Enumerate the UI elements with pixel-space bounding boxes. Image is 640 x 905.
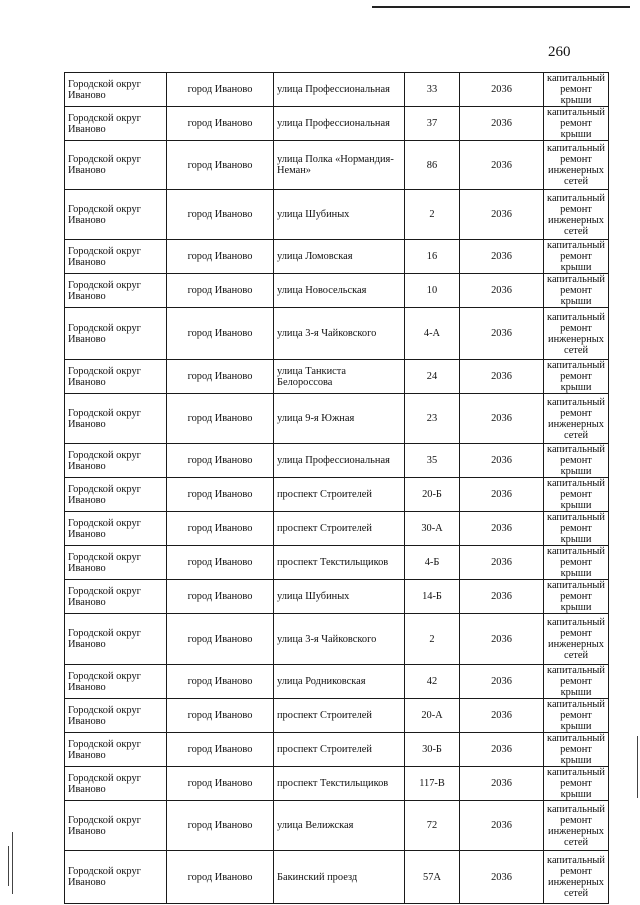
- work-type-cell: капитальный ремонт крыши: [544, 274, 609, 308]
- house-number-cell: 37: [405, 107, 460, 141]
- year-cell: 2036: [460, 580, 544, 614]
- street-cell: улица Велижская: [274, 801, 405, 851]
- city-cell: город Иваново: [167, 141, 274, 190]
- street-cell: Бакинский проезд: [274, 851, 405, 904]
- year-cell: 2036: [460, 360, 544, 394]
- table-row: [65, 614, 609, 665]
- street-cell: улица Профессиональная: [274, 444, 405, 478]
- house-number-cell: 2: [405, 190, 460, 240]
- year-cell: 2036: [460, 478, 544, 512]
- house-number-cell: 4-Б: [405, 546, 460, 580]
- table-row: [65, 107, 609, 141]
- street-cell: проспект Строителей: [274, 699, 405, 733]
- year-cell: 2036: [460, 73, 544, 107]
- work-type-cell: капитальный ремонт крыши: [544, 546, 609, 580]
- district-cell: Городской округ Иваново: [65, 478, 167, 512]
- year-cell: 2036: [460, 444, 544, 478]
- district-cell: Городской округ Иваново: [65, 190, 167, 240]
- year-cell: 2036: [460, 394, 544, 444]
- year-cell: 2036: [460, 614, 544, 665]
- house-number-cell: 10: [405, 274, 460, 308]
- table-row: [65, 665, 609, 699]
- table-row: [65, 580, 609, 614]
- top-rule: [372, 6, 630, 8]
- house-number-cell: 72: [405, 801, 460, 851]
- work-type-cell: капитальный ремонт крыши: [544, 73, 609, 107]
- year-cell: 2036: [460, 141, 544, 190]
- table-row: [65, 141, 609, 190]
- table-row: [65, 478, 609, 512]
- work-type-cell: капитальный ремонт инженерных сетей: [544, 851, 609, 904]
- city-cell: город Иваново: [167, 360, 274, 394]
- district-cell: Городской округ Иваново: [65, 851, 167, 904]
- table-row: [65, 546, 609, 580]
- district-cell: Городской округ Иваново: [65, 360, 167, 394]
- street-cell: улица 9-я Южная: [274, 394, 405, 444]
- house-number-cell: 35: [405, 444, 460, 478]
- year-cell: 2036: [460, 274, 544, 308]
- city-cell: город Иваново: [167, 851, 274, 904]
- house-number-cell: 20-А: [405, 699, 460, 733]
- street-cell: проспект Текстильщиков: [274, 546, 405, 580]
- city-cell: город Иваново: [167, 546, 274, 580]
- year-cell: 2036: [460, 733, 544, 767]
- work-type-cell: капитальный ремонт крыши: [544, 512, 609, 546]
- work-type-cell: капитальный ремонт крыши: [544, 240, 609, 274]
- city-cell: город Иваново: [167, 699, 274, 733]
- table-row: [65, 360, 609, 394]
- work-type-cell: капитальный ремонт крыши: [544, 665, 609, 699]
- year-cell: 2036: [460, 546, 544, 580]
- house-number-cell: 33: [405, 73, 460, 107]
- year-cell: 2036: [460, 767, 544, 801]
- year-cell: 2036: [460, 308, 544, 360]
- table-row: [65, 73, 609, 107]
- city-cell: город Иваново: [167, 580, 274, 614]
- street-cell: проспект Строителей: [274, 733, 405, 767]
- city-cell: город Иваново: [167, 274, 274, 308]
- district-cell: Городской округ Иваново: [65, 733, 167, 767]
- district-cell: Городской округ Иваново: [65, 444, 167, 478]
- city-cell: город Иваново: [167, 190, 274, 240]
- street-cell: улица Ломовская: [274, 240, 405, 274]
- house-number-cell: 16: [405, 240, 460, 274]
- year-cell: 2036: [460, 665, 544, 699]
- city-cell: город Иваново: [167, 478, 274, 512]
- scan-mark: [637, 736, 638, 798]
- table-row: [65, 240, 609, 274]
- house-number-cell: 57А: [405, 851, 460, 904]
- table-row: [65, 274, 609, 308]
- city-cell: город Иваново: [167, 665, 274, 699]
- city-cell: город Иваново: [167, 73, 274, 107]
- district-cell: Городской округ Иваново: [65, 665, 167, 699]
- house-number-cell: 86: [405, 141, 460, 190]
- table-row: [65, 801, 609, 851]
- work-type-cell: капитальный ремонт инженерных сетей: [544, 801, 609, 851]
- year-cell: 2036: [460, 512, 544, 546]
- table-row: [65, 512, 609, 546]
- table-row: [65, 394, 609, 444]
- work-type-cell: капитальный ремонт инженерных сетей: [544, 308, 609, 360]
- district-cell: Городской округ Иваново: [65, 546, 167, 580]
- work-type-cell: капитальный ремонт крыши: [544, 580, 609, 614]
- district-cell: Городской округ Иваново: [65, 240, 167, 274]
- table-row: [65, 851, 609, 904]
- district-cell: Городской округ Иваново: [65, 107, 167, 141]
- house-number-cell: 23: [405, 394, 460, 444]
- house-number-cell: 30-Б: [405, 733, 460, 767]
- city-cell: город Иваново: [167, 394, 274, 444]
- street-cell: проспект Строителей: [274, 512, 405, 546]
- work-type-cell: капитальный ремонт крыши: [544, 767, 609, 801]
- page-number: 260: [548, 44, 571, 60]
- district-cell: Городской округ Иваново: [65, 308, 167, 360]
- street-cell: улица Шубиных: [274, 190, 405, 240]
- work-type-cell: капитальный ремонт крыши: [544, 107, 609, 141]
- street-cell: проспект Текстильщиков: [274, 767, 405, 801]
- district-cell: Городской округ Иваново: [65, 141, 167, 190]
- work-type-cell: капитальный ремонт крыши: [544, 444, 609, 478]
- city-cell: город Иваново: [167, 801, 274, 851]
- city-cell: город Иваново: [167, 512, 274, 546]
- table-row: [65, 699, 609, 733]
- district-cell: Городской округ Иваново: [65, 801, 167, 851]
- street-cell: проспект Строителей: [274, 478, 405, 512]
- scan-mark: [12, 832, 13, 894]
- street-cell: улица Родниковская: [274, 665, 405, 699]
- table-row: [65, 190, 609, 240]
- year-cell: 2036: [460, 699, 544, 733]
- work-type-cell: капитальный ремонт инженерных сетей: [544, 394, 609, 444]
- house-number-cell: 30-А: [405, 512, 460, 546]
- street-cell: улица Новосельская: [274, 274, 405, 308]
- district-cell: Городской округ Иваново: [65, 699, 167, 733]
- work-type-cell: капитальный ремонт крыши: [544, 360, 609, 394]
- city-cell: город Иваново: [167, 614, 274, 665]
- house-number-cell: 117-В: [405, 767, 460, 801]
- district-cell: Городской округ Иваново: [65, 73, 167, 107]
- registry-table-body: [65, 73, 609, 904]
- district-cell: Городской округ Иваново: [65, 580, 167, 614]
- city-cell: город Иваново: [167, 767, 274, 801]
- year-cell: 2036: [460, 240, 544, 274]
- district-cell: Городской округ Иваново: [65, 512, 167, 546]
- district-cell: Городской округ Иваново: [65, 767, 167, 801]
- city-cell: город Иваново: [167, 308, 274, 360]
- work-type-cell: капитальный ремонт инженерных сетей: [544, 614, 609, 665]
- street-cell: улица Профессиональная: [274, 73, 405, 107]
- district-cell: Городской округ Иваново: [65, 394, 167, 444]
- street-cell: улица 3-я Чайковского: [274, 614, 405, 665]
- house-number-cell: 14-Б: [405, 580, 460, 614]
- city-cell: город Иваново: [167, 733, 274, 767]
- work-type-cell: капитальный ремонт инженерных сетей: [544, 141, 609, 190]
- work-type-cell: капитальный ремонт крыши: [544, 478, 609, 512]
- district-cell: Городской округ Иваново: [65, 614, 167, 665]
- scan-mark: [8, 846, 9, 886]
- year-cell: 2036: [460, 801, 544, 851]
- table-row: [65, 308, 609, 360]
- table-row: [65, 733, 609, 767]
- street-cell: улица Профессиональная: [274, 107, 405, 141]
- work-type-cell: капитальный ремонт крыши: [544, 699, 609, 733]
- city-cell: город Иваново: [167, 240, 274, 274]
- street-cell: улица Танкиста Белороссова: [274, 360, 405, 394]
- street-cell: улица 3-я Чайковского: [274, 308, 405, 360]
- table-row: [65, 444, 609, 478]
- table-row: [65, 767, 609, 801]
- work-type-cell: капитальный ремонт инженерных сетей: [544, 190, 609, 240]
- street-cell: улица Полка «Нормандия-Неман»: [274, 141, 405, 190]
- house-number-cell: 20-Б: [405, 478, 460, 512]
- house-number-cell: 24: [405, 360, 460, 394]
- street-cell: улица Шубиных: [274, 580, 405, 614]
- year-cell: 2036: [460, 107, 544, 141]
- district-cell: Городской округ Иваново: [65, 274, 167, 308]
- house-number-cell: 4-А: [405, 308, 460, 360]
- year-cell: 2036: [460, 851, 544, 904]
- city-cell: город Иваново: [167, 107, 274, 141]
- registry-table: [64, 72, 609, 904]
- house-number-cell: 42: [405, 665, 460, 699]
- year-cell: 2036: [460, 190, 544, 240]
- city-cell: город Иваново: [167, 444, 274, 478]
- work-type-cell: капитальный ремонт крыши: [544, 733, 609, 767]
- house-number-cell: 2: [405, 614, 460, 665]
